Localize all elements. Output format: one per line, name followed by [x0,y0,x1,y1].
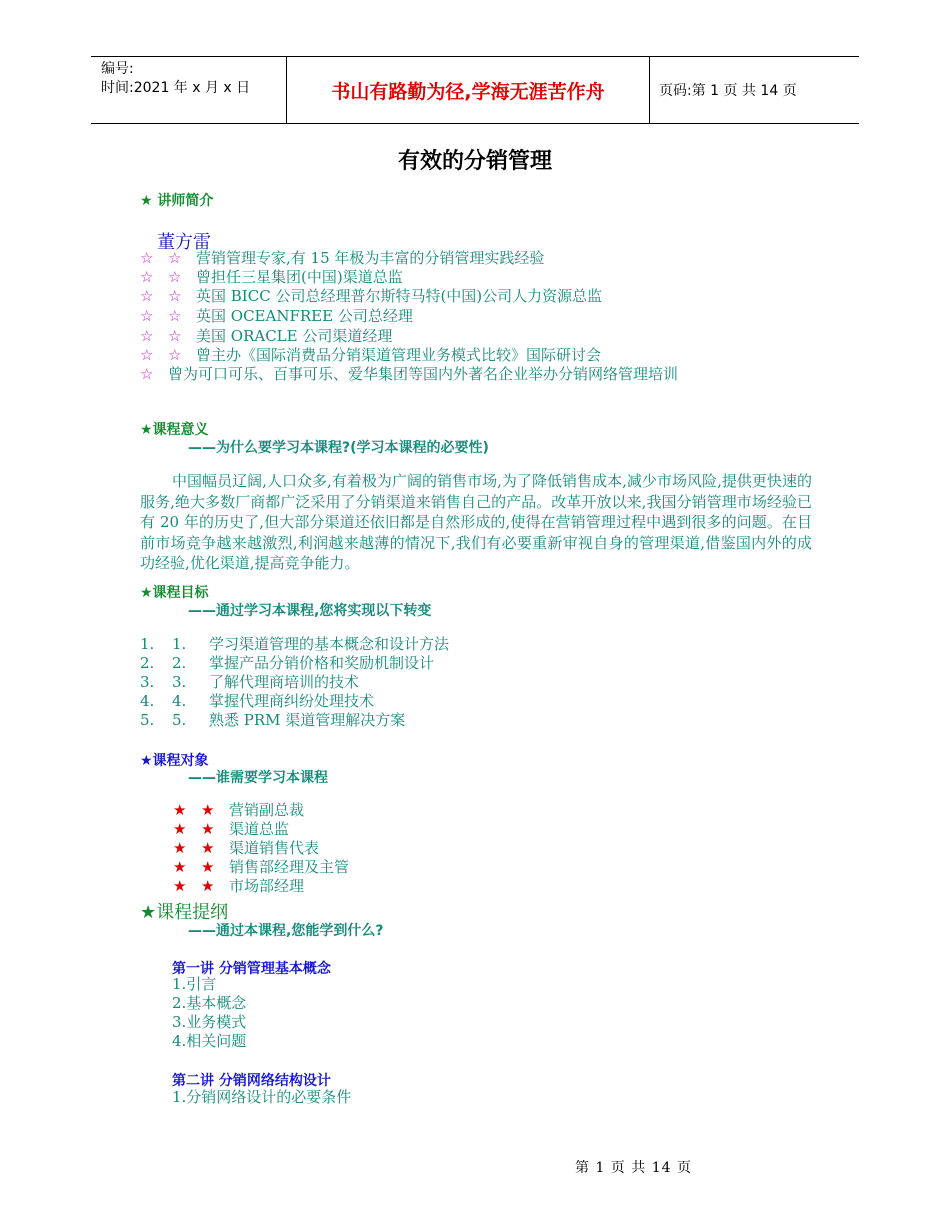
star-outline-icon: ☆ [168,327,182,345]
star-outline-icon: ☆ [168,307,182,325]
star-outline-icon: ☆ [140,307,154,325]
instructor-item: ☆ ☆ 曾主办《国际消费品分销渠道管理业务模式比较》国际研讨会 [140,346,602,364]
header-divider [649,57,650,123]
goal-item: 1. 1. 学习渠道管理的基本概念和设计方法 [140,635,450,653]
goal-item: 2. 2. 掌握产品分销价格和奖励机制设计 [140,654,435,672]
outline-subheading: ——通过本课程,您能学到什么? [188,923,384,939]
star-filled-icon: ★ [173,858,187,876]
star-filled-icon: ★ [201,820,215,838]
lecture-2-title: 第二讲 分销网络结构设计 [172,1073,331,1089]
audience-item: ★ ★ 市场部经理 [173,877,305,895]
goals-subheading: ——通过学习本课程,您将实现以下转变 [188,603,432,619]
audience-item: ★ ★ 渠道销售代表 [173,839,320,857]
header-meta [101,60,250,98]
star-outline-icon: ☆ [140,268,154,286]
instructor-item: ☆ ☆ 美国 ORACLE 公司渠道经理 [140,327,393,345]
star-outline-icon: ☆ [168,249,182,267]
lecture-1-title: 第一讲 分销管理基本概念 [172,961,331,977]
star-outline-icon: ☆ [168,268,182,286]
lecture-2-item: 1.分销网络设计的必要条件 [172,1088,352,1106]
star-outline-icon: ☆ [140,346,154,364]
page-footer: 第 1 页 共 14 页 [575,1160,692,1176]
lecture-1-item: 1.引言 [172,975,217,993]
significance-heading: ★课程意义 [140,422,209,438]
goal-item: 5. 5. 熟悉 PRM 渠道管理解决方案 [140,711,406,729]
outline-heading: ★课程提纲 [140,902,229,923]
star-outline-icon: ☆ [168,287,182,305]
instructor-item: ☆ ☆ 英国 BICC 公司总经理普尔斯特马特(中国)公司人力资源总监 [140,287,603,305]
star-outline-icon: ☆ [140,249,154,267]
audience-heading: ★课程对象 [140,753,209,769]
instructor-name: 董方雷 [157,232,211,253]
lecture-1-item: 4.相关问题 [172,1032,247,1050]
audience-item: ★ ★ 销售部经理及主管 [173,858,350,876]
significance-paragraph: 中国幅员辽阔,人口众多,有着极为广阔的销售市场,为了降低销售成本,减少市场风险,提供更快速的服务,绝大多数厂商都广泛采用了分销渠道来销售自己的产品。改革开放以来,我国分销管理市场经验已有 20 年的历史了,但大部分渠道还依旧都是自然形成的,使得在营销管理过程中遇到很多的问题。在目前市场竞争越来越激烈,利润越来越薄的情况下,我们有必要重新审视自身的管理渠道,借鉴国内外的成功经验,优化渠道,提高竞争能力。 [140,472,812,572]
page-title: 有效的分销管理 [397,149,552,174]
star-outline-icon: ☆ [140,287,154,305]
star-outline-icon: ☆ [140,327,154,345]
star-filled-icon: ★ [173,877,187,895]
header-page-info: 页码:第 1 页 共 14 页 [659,83,797,99]
star-filled-icon: ★ [173,801,187,819]
instructor-item: ☆ ☆ 曾担任三星集团(中国)渠道总监 [140,268,403,286]
star-outline-icon: ☆ [140,365,154,383]
audience-item: ★ ★ 营销副总裁 [173,801,305,819]
instructor-item: ☆ 曾为可口可乐、百事可乐、爱华集团等国内外著名企业举办分销网络管理培训 [140,365,679,383]
star-filled-icon: ★ [201,858,215,876]
number-label: 编号: [101,61,134,77]
header-motto: 书山有路勤为径,学海无涯苦作舟 [331,80,605,103]
instructor-item: ☆ ☆ 营销管理专家,有 15 年极为丰富的分销管理实践经验 [140,249,545,267]
significance-subheading: ——为什么要学习本课程?(学习本课程的必要性) [188,440,489,456]
star-filled-icon: ★ [201,839,215,857]
page-header [91,56,859,124]
instructor-item: ☆ ☆ 英国 OCEANFREE 公司总经理 [140,307,413,325]
audience-item: ★ ★ 渠道总监 [173,820,290,838]
star-outline-icon: ☆ [168,346,182,364]
lecture-1-item: 3.业务模式 [172,1013,247,1031]
time-label: 时间:2021 年 x 月 x 日 [101,80,251,96]
star-filled-icon: ★ [173,839,187,857]
star-filled-icon: ★ [201,877,215,895]
star-filled-icon: ★ [201,801,215,819]
goals-heading: ★课程目标 [140,585,209,601]
goal-item: 4. 4. 掌握代理商纠纷处理技术 [140,692,375,710]
audience-subheading: ——谁需要学习本课程 [188,770,328,786]
star-filled-icon: ★ [173,820,187,838]
goal-item: 3. 3. 了解代理商培训的技术 [140,673,360,691]
lecture-1-item: 2.基本概念 [172,994,247,1012]
instructor-heading: ★ 讲师简介 [140,193,214,209]
